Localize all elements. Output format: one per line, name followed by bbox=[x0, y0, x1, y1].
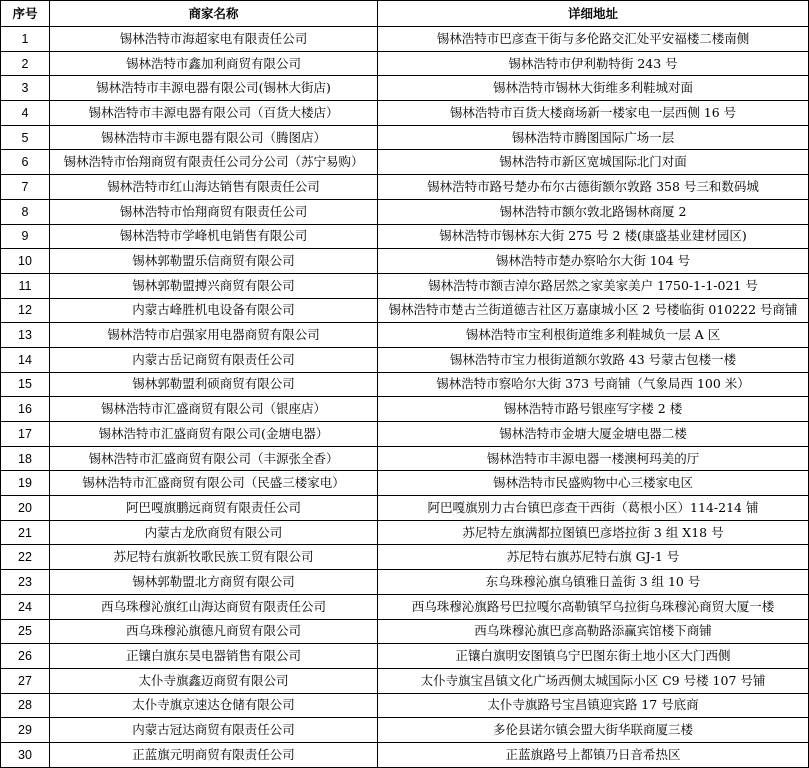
table-row bbox=[1, 545, 809, 570]
row-address: 锡林浩特市额吉淖尔路居然之家美家美户 1750-1-1-021 号 bbox=[378, 273, 809, 298]
row-address: 锡林浩特市楚办察哈尔大街 104 号 bbox=[378, 249, 809, 274]
table-row bbox=[1, 693, 809, 718]
header-row bbox=[1, 1, 809, 27]
row-merchant-name: 锡林浩特市启强家用电器商贸有限公司 bbox=[50, 323, 378, 348]
header-address: 详细地址 bbox=[378, 1, 809, 27]
table-row bbox=[1, 422, 809, 447]
table-row bbox=[1, 372, 809, 397]
row-serial-no: 22 bbox=[1, 545, 50, 570]
row-address: 正蓝旗路号上都镇乃日音希热区 bbox=[378, 742, 809, 767]
row-address: 苏尼特右旗苏尼特右旗 GJ-1 号 bbox=[378, 545, 809, 570]
row-serial-no: 27 bbox=[1, 668, 50, 693]
row-address: 锡林浩特市额尔敦北路锡林商厦 2 bbox=[378, 199, 809, 224]
row-merchant-name: 锡林浩特市怡翔商贸有限责任公司 bbox=[50, 199, 378, 224]
table-row bbox=[1, 594, 809, 619]
row-serial-no: 25 bbox=[1, 619, 50, 644]
row-merchant-name: 锡林浩特市汇盛商贸有限公司(金塘电器） bbox=[50, 422, 378, 447]
row-address: 东乌珠穆沁旗乌镇雅日盖街 3 组 10 号 bbox=[378, 570, 809, 595]
row-merchant-name: 正镶白旗东昊电器销售有限公司 bbox=[50, 644, 378, 669]
table-body bbox=[1, 27, 809, 768]
row-merchant-name: 锡林郭勒盟搏兴商贸有限公司 bbox=[50, 273, 378, 298]
row-merchant-name: 西乌珠穆沁旗红山海达商贸有限责任公司 bbox=[50, 594, 378, 619]
row-serial-no: 20 bbox=[1, 496, 50, 521]
row-merchant-name: 内蒙古峰胜机电设备有限公司 bbox=[50, 298, 378, 323]
row-serial-no: 29 bbox=[1, 718, 50, 743]
row-address: 锡林浩特市伊利勒特街 243 号 bbox=[378, 51, 809, 76]
table-row bbox=[1, 471, 809, 496]
header-merchant-name: 商家名称 bbox=[50, 1, 378, 27]
table-row bbox=[1, 224, 809, 249]
row-serial-no: 4 bbox=[1, 101, 50, 126]
table-row bbox=[1, 150, 809, 175]
row-address: 锡林浩特市腾图国际广场一层 bbox=[378, 125, 809, 150]
table-row bbox=[1, 520, 809, 545]
row-address: 太仆寺旗宝昌镇文化广场西侧太城国际小区 C9 号楼 107 号铺 bbox=[378, 668, 809, 693]
row-merchant-name: 太仆寺旗京速达仓储有限公司 bbox=[50, 693, 378, 718]
row-address: 锡林浩特市锡林大街维多利鞋城对面 bbox=[378, 76, 809, 101]
table-row bbox=[1, 125, 809, 150]
table-row bbox=[1, 570, 809, 595]
row-serial-no: 13 bbox=[1, 323, 50, 348]
row-merchant-name: 锡林浩特市丰源电器有限公司(锡林大街店) bbox=[50, 76, 378, 101]
table-row bbox=[1, 175, 809, 200]
table-row bbox=[1, 347, 809, 372]
row-serial-no: 5 bbox=[1, 125, 50, 150]
row-serial-no: 8 bbox=[1, 199, 50, 224]
row-address: 西乌珠穆沁旗路号巴拉嘎尔高勒镇罕乌拉街乌珠穆沁商贸大厦一楼 bbox=[378, 594, 809, 619]
row-address: 锡林浩特市路号银座写字楼 2 楼 bbox=[378, 397, 809, 422]
table-row bbox=[1, 446, 809, 471]
row-serial-no: 3 bbox=[1, 76, 50, 101]
row-merchant-name: 锡林浩特市丰源电器有限公司（腾图店） bbox=[50, 125, 378, 150]
row-address: 多伦县诺尔镇会盟大街华联商厦三楼 bbox=[378, 718, 809, 743]
row-serial-no: 12 bbox=[1, 298, 50, 323]
table-row bbox=[1, 51, 809, 76]
row-merchant-name: 锡林郭勒盟乐信商贸有限公司 bbox=[50, 249, 378, 274]
row-address: 锡林浩特市锡林东大街 275 号 2 楼(康盛基业建材园区) bbox=[378, 224, 809, 249]
row-merchant-name: 锡林浩特市怡翔商贸有限责任公司分公司（苏宁易购） bbox=[50, 150, 378, 175]
row-serial-no: 18 bbox=[1, 446, 50, 471]
row-merchant-name: 锡林浩特市汇盛商贸有限公司（银座店） bbox=[50, 397, 378, 422]
row-serial-no: 24 bbox=[1, 594, 50, 619]
row-merchant-name: 锡林浩特市汇盛商贸有限公司（丰源张全香） bbox=[50, 446, 378, 471]
row-serial-no: 19 bbox=[1, 471, 50, 496]
row-serial-no: 16 bbox=[1, 397, 50, 422]
row-merchant-name: 内蒙古岳记商贸有限责任公司 bbox=[50, 347, 378, 372]
row-serial-no: 15 bbox=[1, 372, 50, 397]
row-address: 锡林浩特市百货大楼商场新一楼家电一层西侧 16 号 bbox=[378, 101, 809, 126]
row-merchant-name: 西乌珠穆沁旗德凡商贸有限公司 bbox=[50, 619, 378, 644]
row-merchant-name: 内蒙古龙欣商贸有限公司 bbox=[50, 520, 378, 545]
table-row bbox=[1, 644, 809, 669]
table-row bbox=[1, 742, 809, 767]
row-serial-no: 23 bbox=[1, 570, 50, 595]
row-merchant-name: 正蓝旗元明商贸有限责任公司 bbox=[50, 742, 378, 767]
row-merchant-name: 锡林浩特市学峰机电销售有限公司 bbox=[50, 224, 378, 249]
row-serial-no: 30 bbox=[1, 742, 50, 767]
row-serial-no: 7 bbox=[1, 175, 50, 200]
table-row bbox=[1, 496, 809, 521]
table-row bbox=[1, 668, 809, 693]
header-serial-no: 序号 bbox=[1, 1, 50, 27]
row-merchant-name: 锡林浩特市海超家电有限责任公司 bbox=[50, 27, 378, 52]
row-serial-no: 14 bbox=[1, 347, 50, 372]
row-address: 锡林浩特市宝力根街道额尔敦路 43 号蒙古包楼一楼 bbox=[378, 347, 809, 372]
row-address: 正镶白旗明安图镇乌宁巴图东街土地小区大门西侧 bbox=[378, 644, 809, 669]
table-row bbox=[1, 619, 809, 644]
row-address: 锡林浩特市宝利根街道维多利鞋城负一层 A 区 bbox=[378, 323, 809, 348]
row-merchant-name: 内蒙古冠达商贸有限责任公司 bbox=[50, 718, 378, 743]
table-row bbox=[1, 718, 809, 743]
table-row bbox=[1, 397, 809, 422]
table-row bbox=[1, 101, 809, 126]
row-address: 阿巴嘎旗别力古台镇巴彦查干西街（葛根小区）114-214 铺 bbox=[378, 496, 809, 521]
row-address: 锡林浩特市楚古兰街道德吉社区万嘉康城小区 2 号楼临街 010222 号商铺 bbox=[378, 298, 809, 323]
row-serial-no: 11 bbox=[1, 273, 50, 298]
row-serial-no: 21 bbox=[1, 520, 50, 545]
table-row bbox=[1, 298, 809, 323]
table-row bbox=[1, 76, 809, 101]
row-address: 太仆寺旗路号宝昌镇迎宾路 17 号底商 bbox=[378, 693, 809, 718]
row-serial-no: 28 bbox=[1, 693, 50, 718]
row-serial-no: 2 bbox=[1, 51, 50, 76]
row-serial-no: 6 bbox=[1, 150, 50, 175]
row-merchant-name: 阿巴嘎旗鹏远商贸有限责任公司 bbox=[50, 496, 378, 521]
table-row bbox=[1, 249, 809, 274]
table-row bbox=[1, 199, 809, 224]
table-row bbox=[1, 27, 809, 52]
row-address: 西乌珠穆沁旗巴彦高勒路添赢宾馆楼下商铺 bbox=[378, 619, 809, 644]
row-address: 锡林浩特市民盛购物中心三楼家电区 bbox=[378, 471, 809, 496]
row-merchant-name: 太仆寺旗鑫迈商贸有限公司 bbox=[50, 668, 378, 693]
row-address: 锡林浩特市巴彦查干街与多伦路交汇处平安福楼二楼南侧 bbox=[378, 27, 809, 52]
row-address: 锡林浩特市察哈尔大街 373 号商铺（气象局西 100 米） bbox=[378, 372, 809, 397]
row-merchant-name: 锡林浩特市汇盛商贸有限公司（民盛三楼家电） bbox=[50, 471, 378, 496]
row-serial-no: 17 bbox=[1, 422, 50, 447]
row-address: 苏尼特左旗满都拉图镇巴彦塔拉街 3 组 X18 号 bbox=[378, 520, 809, 545]
row-merchant-name: 锡林浩特市鑫加利商贸有限公司 bbox=[50, 51, 378, 76]
row-merchant-name: 锡林浩特市丰源电器有限公司（百货大楼店） bbox=[50, 101, 378, 126]
row-merchant-name: 苏尼特右旗新牧歌民族工贸有限公司 bbox=[50, 545, 378, 570]
table-row bbox=[1, 323, 809, 348]
row-merchant-name: 锡林郭勒盟北方商贸有限公司 bbox=[50, 570, 378, 595]
row-serial-no: 1 bbox=[1, 27, 50, 52]
row-serial-no: 26 bbox=[1, 644, 50, 669]
table-row bbox=[1, 273, 809, 298]
row-address: 锡林浩特市金塘大厦金塘电器二楼 bbox=[378, 422, 809, 447]
row-serial-no: 10 bbox=[1, 249, 50, 274]
row-merchant-name: 锡林浩特市红山海达销售有限责任公司 bbox=[50, 175, 378, 200]
row-address: 锡林浩特市路号楚办布尔古德街额尔敦路 358 号三和数码城 bbox=[378, 175, 809, 200]
row-merchant-name: 锡林郭勒盟利硕商贸有限公司 bbox=[50, 372, 378, 397]
row-address: 锡林浩特市丰源电器一楼澳柯玛美的厅 bbox=[378, 446, 809, 471]
row-address: 锡林浩特市新区宽城国际北门对面 bbox=[378, 150, 809, 175]
row-serial-no: 9 bbox=[1, 224, 50, 249]
